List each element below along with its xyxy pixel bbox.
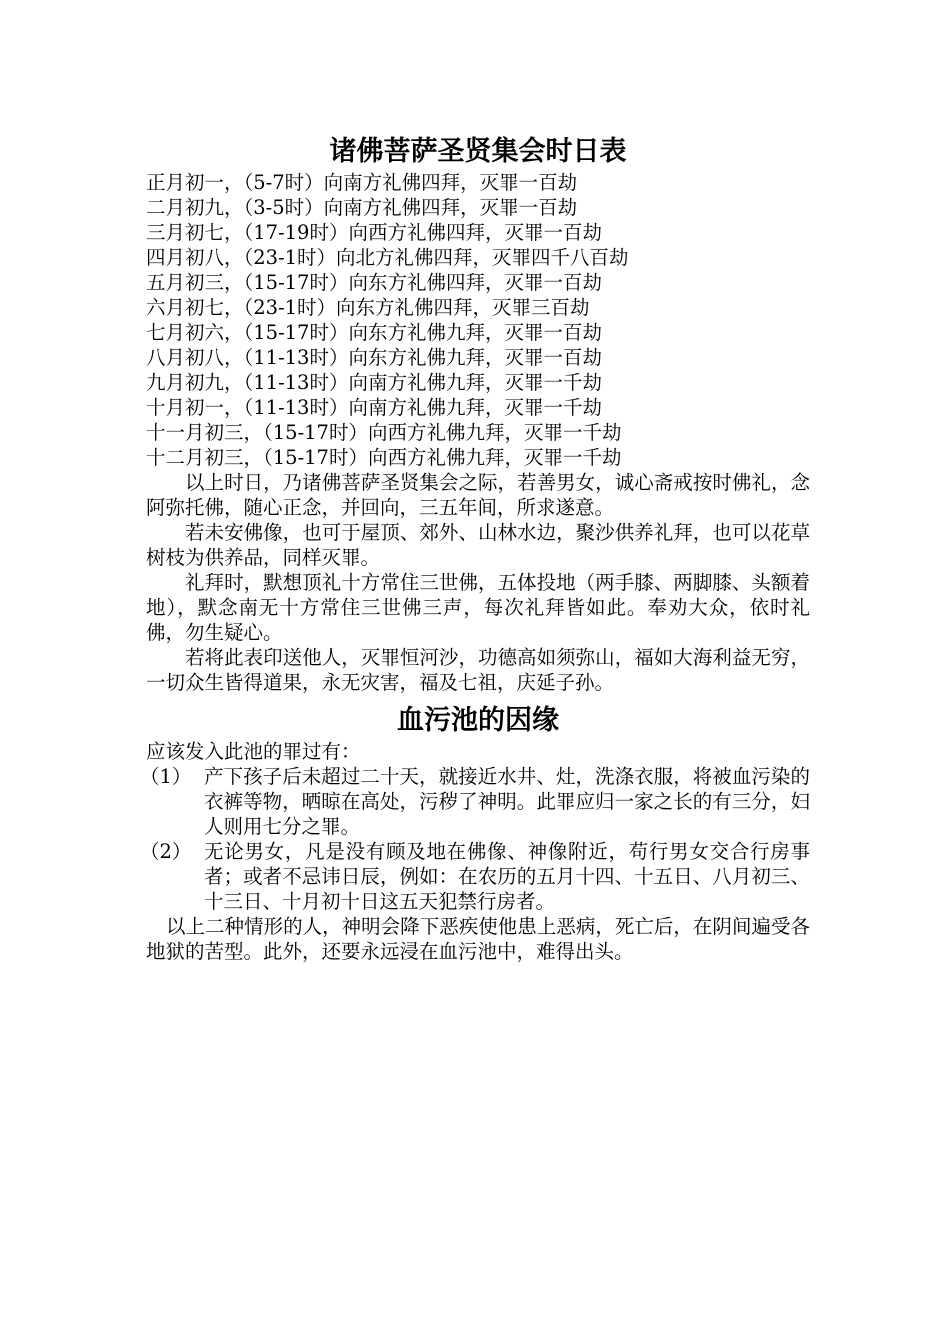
list-item [140, 839, 810, 914]
list-item [140, 764, 810, 839]
list-item-text: 无论男女，凡是没有顾及地在佛像、神像附近，苟行男女交合行房事者；或者不忌讳日辰，例如：在农历的五月十四、十五日、八月初三、十三日、十月初十日这五天犯禁行房者。 [204, 840, 810, 913]
section-intro: 应该发入此池的罪过有： [146, 740, 361, 763]
list-item-number: （2） [140, 840, 192, 863]
schedule-line: 十二月初三，（15-17时）向西方礼佛九拜，灭罪一千劫 [146, 446, 622, 469]
schedule-list [146, 170, 810, 470]
paragraph: 礼拜时，默想顶礼十方常住三世佛，五体投地（两手膝、两脚膝、头额着地），默念南无十方常住三世佛三声，每次礼拜皆如此。奉劝大众，依时礼佛，勿生疑心。 [146, 571, 810, 644]
schedule-line: 十月初一，（11-13时）向南方礼佛九拜，灭罪一千劫 [146, 396, 602, 419]
schedule-line: 二月初九，（3-5时）向南方礼佛四拜，灭罪一百劫 [146, 196, 578, 219]
paragraph: 若未安佛像，也可于屋顶、郊外、山林水边，聚沙供养礼拜，也可以花草树枝为供养品，同样灭罪。 [146, 521, 810, 569]
schedule-line: 八月初八，（11-13时）向东方礼佛九拜，灭罪一百劫 [146, 346, 602, 369]
document-content [140, 134, 810, 964]
schedule-line: 五月初三，（15-17时）向东方礼佛四拜，灭罪一百劫 [146, 271, 602, 294]
schedule-line: 十一月初三，（15-17时）向西方礼佛九拜，灭罪一千劫 [146, 421, 622, 444]
section-title: 血污池的因缘 [397, 705, 559, 736]
schedule-title: 诸佛菩萨圣贤集会时日表 [329, 136, 627, 167]
list-item-number: （1） [140, 765, 192, 788]
schedule-line: 六月初七，（23-1时）向东方礼佛四拜，灭罪三百劫 [146, 296, 590, 319]
closing-paragraph: 以上二种情形的人，神明会降下恶疾使他患上恶病，死亡后，在阴间遍受各地狱的苦型。此外，还要永远浸在血污池中，难得出头。 [146, 915, 810, 963]
paragraph: 以上时日，乃诸佛菩萨圣贤集会之际，若善男女，诚心斋戒按时佛礼，念阿弥托佛，随心正念，并回向，三五年间，所求遂意。 [146, 471, 810, 519]
schedule-line: 七月初六，（15-17时）向东方礼佛九拜，灭罪一百劫 [146, 321, 602, 344]
schedule-line: 九月初九，（11-13时）向南方礼佛九拜，灭罪一千劫 [146, 371, 602, 394]
schedule-line: 三月初七，（17-19时）向西方礼佛四拜，灭罪一百劫 [146, 221, 602, 244]
paragraph: 若将此表印送他人，灭罪恒河沙，功德高如须弥山，福如大海利益无穷，一切众生皆得道果，永无灾害，福及七祖，庆延子孙。 [146, 646, 810, 694]
schedule-line: 正月初一，（5-7时）向南方礼佛四拜，灭罪一百劫 [146, 171, 578, 194]
list-item-text: 产下孩子后未超过二十天，就接近水井、灶，洗涤衣服，将被血污染的衣裤等物，晒晾在高处，污秽了神明。此罪应归一家之长的有三分，妇人则用七分之罪。 [204, 765, 810, 838]
numbered-list [140, 764, 810, 914]
schedule-line: 四月初八，（23-1时）向北方礼佛四拜，灭罪四千八百劫 [146, 246, 629, 269]
